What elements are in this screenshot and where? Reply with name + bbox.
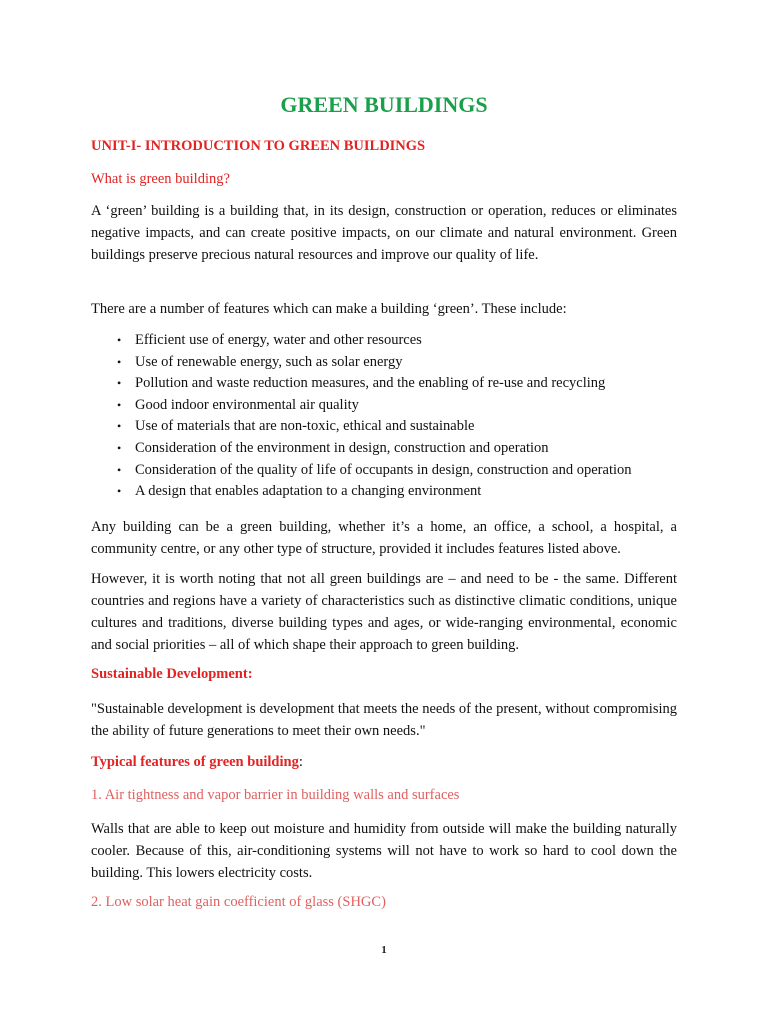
list-item: • Use of renewable energy, such as solar energy <box>91 352 677 374</box>
list-item: • Good indoor environmental air quality <box>91 395 677 417</box>
bullet-icon: • <box>117 333 122 347</box>
feature-2-heading: 2. Low solar heat gain coefficient of glass (SHGC) <box>91 894 386 910</box>
bullet-icon: • <box>117 440 122 455</box>
feature-1-heading: 1. Air tightness and vapor barrier in building walls and surfaces <box>91 787 460 803</box>
definition-paragraph: A ‘green’ building is a building that, in its design, construction or operation, reduces or eliminates negative impacts, and can create positive impacts, on our climate and natural environment. Green buildings preserve precious natural resources and improve our quality of life. <box>91 203 677 263</box>
list-item: • Use of materials that are non-toxic, ethical and sustainable <box>91 416 677 438</box>
list-item: • Pollution and waste reduction measures, and the enabling of re-use and recycling <box>91 373 677 395</box>
typical-features-heading: Typical features of green building: <box>91 754 303 770</box>
page-title: GREEN BUILDINGS <box>280 92 488 117</box>
features-intro: There are a number of features which can make a building ‘green’. These include: <box>91 301 567 317</box>
question-heading: What is green building? <box>91 171 230 187</box>
bullet-icon: • <box>117 462 122 477</box>
page-number: 1 <box>381 944 387 956</box>
bullet-icon: • <box>117 419 122 434</box>
features-list <box>91 330 677 503</box>
list-item: • Consideration of the environment in design, construction and operation <box>91 438 677 460</box>
list-item: • Consideration of the quality of life of occupants in design, construction and operation <box>91 460 677 482</box>
bullet-icon: • <box>117 354 122 369</box>
sustainable-quote: "Sustainable development is development that meets the needs of the present, without compromising the ability of future generations to meet their own needs." <box>91 701 677 739</box>
bullet-icon: • <box>117 376 122 391</box>
sustainable-development-heading: Sustainable Development: <box>91 666 253 682</box>
feature-1-text: Walls that are able to keep out moisture and humidity from outside will make the building naturally cooler. Because of this, air-conditioning systems will not have to work so hard to cool down the building. This lowers electricity costs. <box>91 821 677 881</box>
unit-heading: UNIT-I- INTRODUCTION TO GREEN BUILDINGS <box>91 138 426 154</box>
however-paragraph: However, it is worth noting that not all green buildings are – and need to be - the same. Different countries and regions have a variety of characteristics such as distinctive climatic conditions, unique cultures and traditions, diverse building types and ages, or wide-ranging environmental, economic and social priorities – all of which shape their approach to green building. <box>91 571 677 653</box>
list-item: • Efficient use of energy, water and other resources <box>91 330 677 352</box>
bullet-icon: • <box>117 484 122 499</box>
bullet-icon: • <box>117 397 122 412</box>
any-building-paragraph: Any building can be a green building, whether it’s a home, an office, a school, a hospital, a community centre, or any other type of structure, provided it includes features listed above. <box>91 519 677 557</box>
list-item: • A design that enables adaptation to a changing environment <box>91 481 677 503</box>
